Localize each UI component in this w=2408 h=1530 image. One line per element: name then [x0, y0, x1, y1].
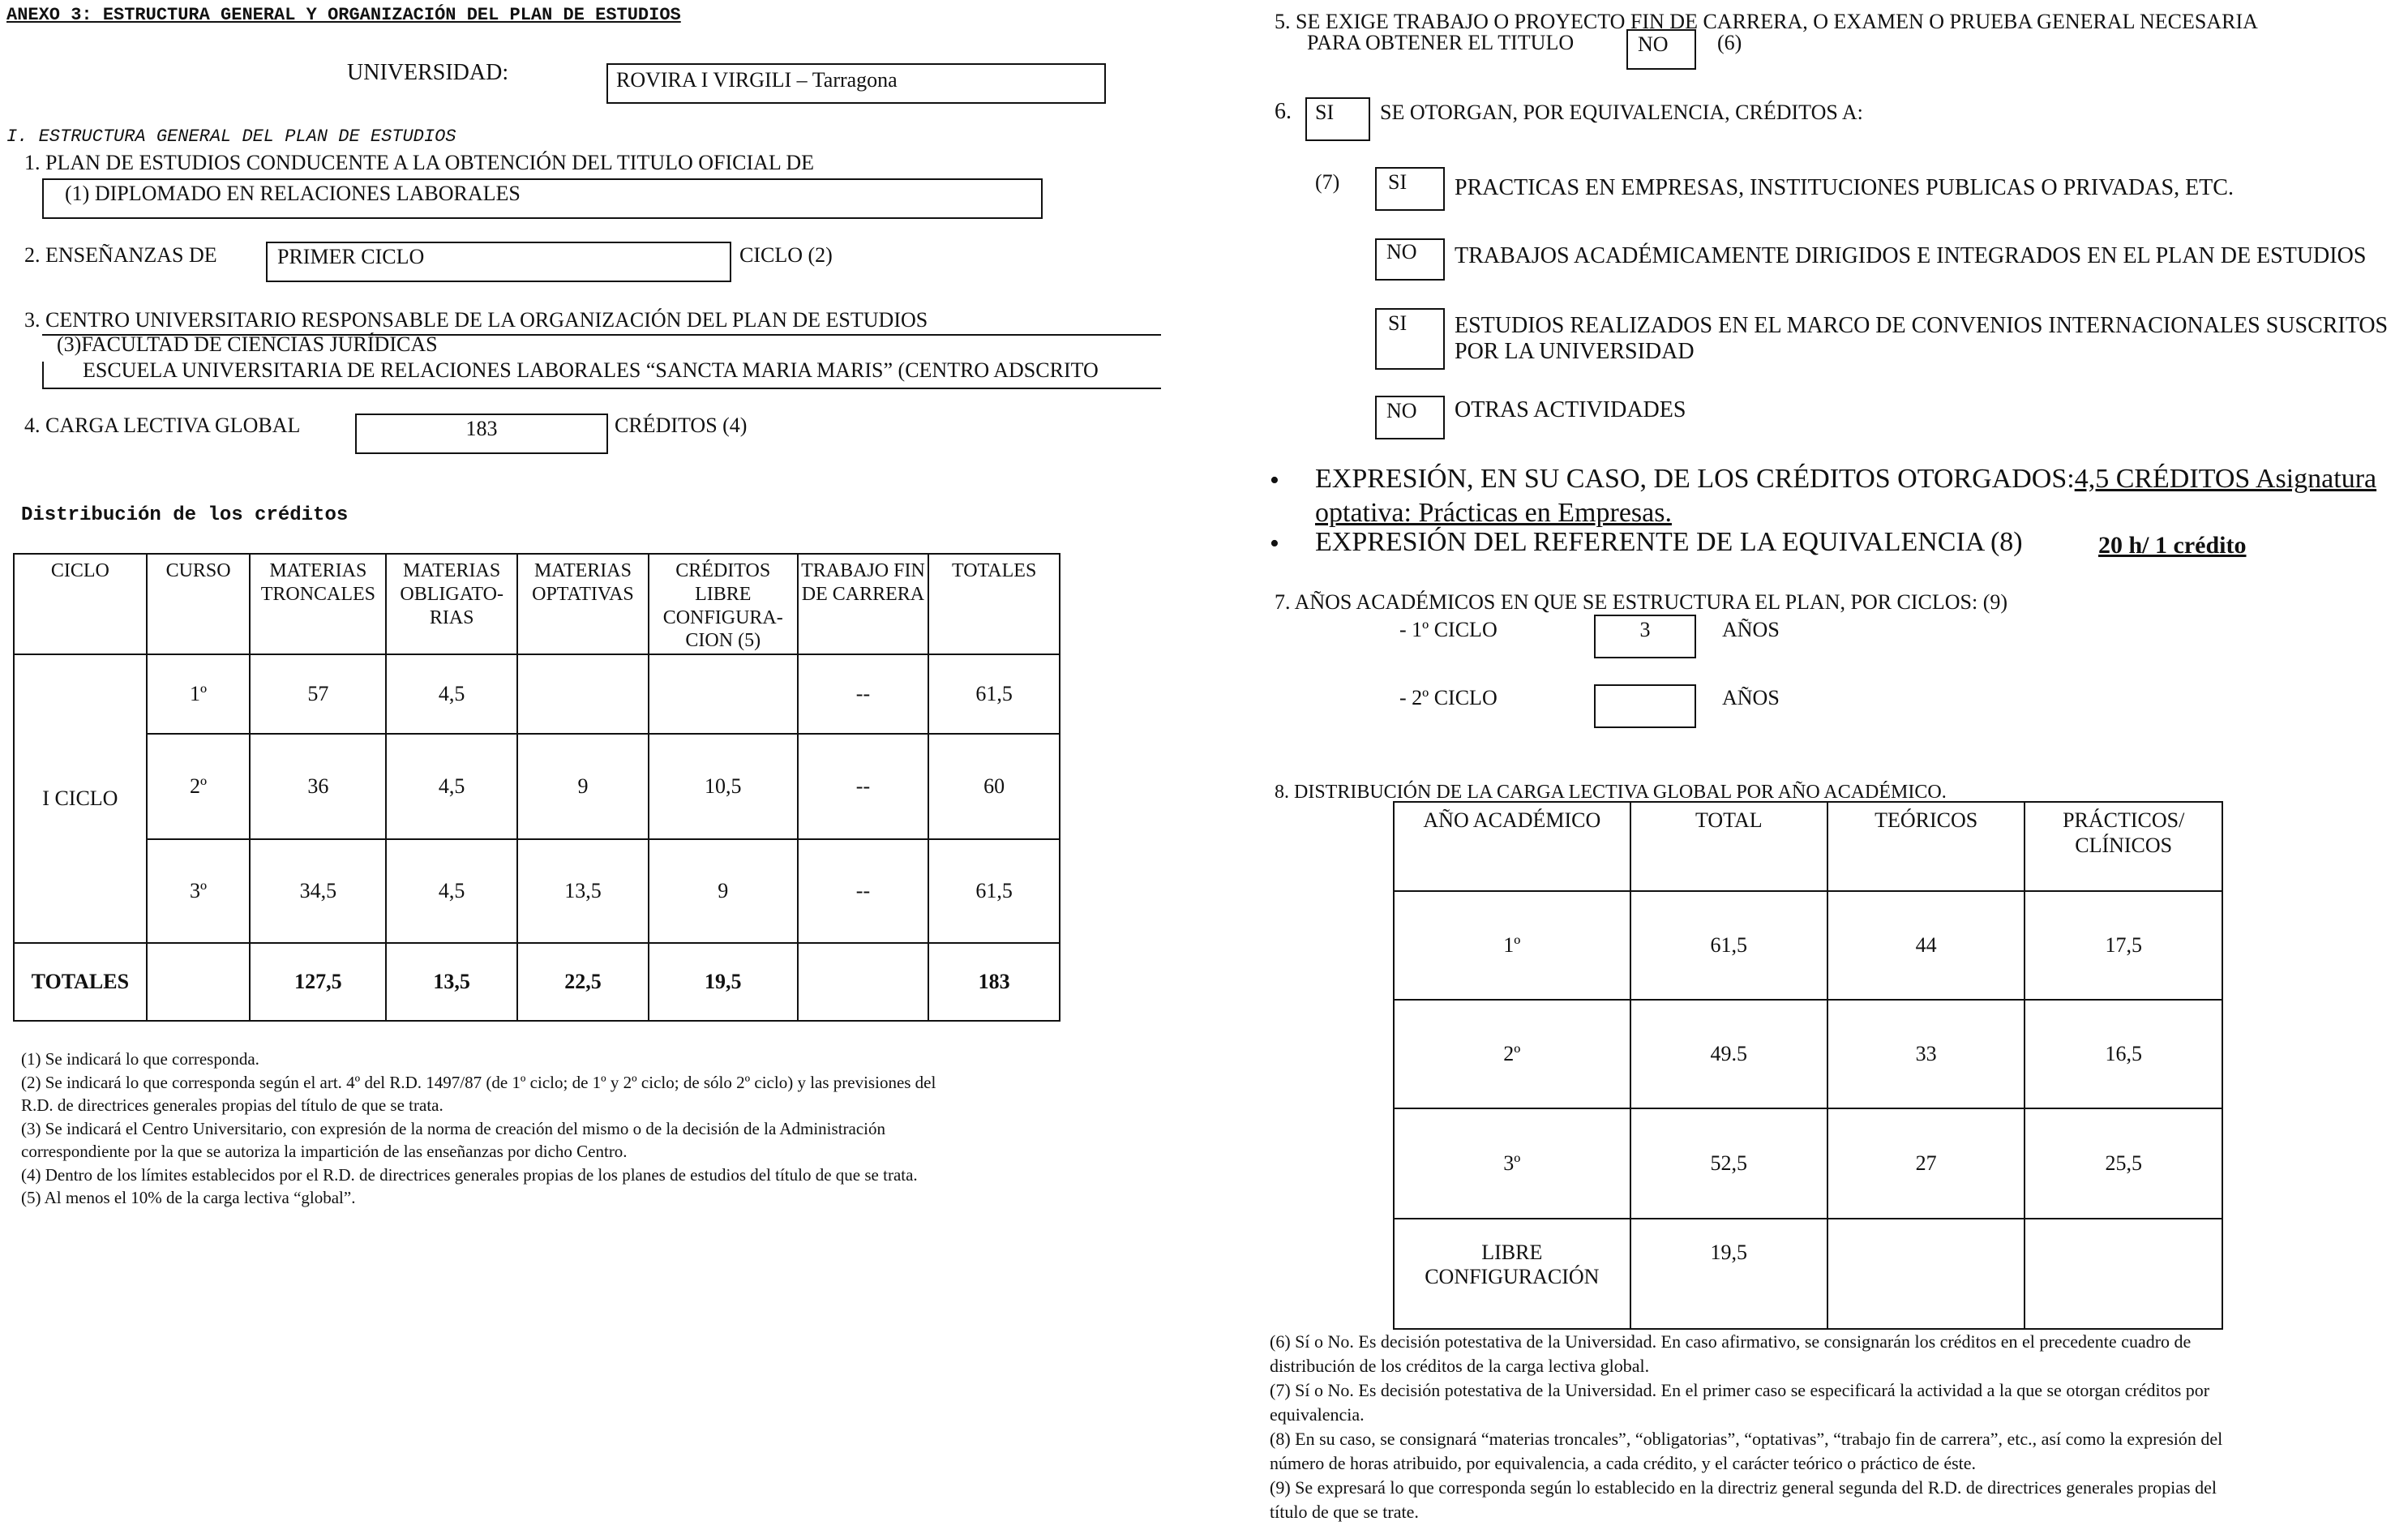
equivalencia-value: SI — [1388, 170, 1408, 194]
teoricos-cell — [1827, 1219, 2025, 1329]
carga-table-header — [1394, 802, 2222, 891]
table-row — [1394, 1108, 2222, 1219]
totales-cell: 60 — [928, 734, 1060, 839]
total-cell: 19,5 — [1630, 1219, 1827, 1329]
bullet1-value2: optativa: Prácticas en Empresas. — [1315, 498, 1672, 528]
item3-value-2: ESCUELA UNIVERSITARIA DE RELACIONES LABORALES “SANCTA MARIA MARIS” (CENTRO ADSCRITO — [83, 358, 1099, 382]
table-row — [1394, 1000, 2222, 1108]
curso-cell: 3º — [147, 839, 251, 943]
item3-label: 3. CENTRO UNIVERSITARIO RESPONSABLE DE LA ORGANIZACIÓN DEL PLAN DE ESTUDIOS — [24, 308, 928, 332]
practicos-cell: 17,5 — [2025, 891, 2222, 1000]
totales-cell: 61,5 — [928, 654, 1060, 734]
credits-table — [13, 553, 1060, 1022]
item7-label: 7. AÑOS ACADÉMICOS EN QUE SE ESTRUCTURA EL PLAN, POR CICLOS: (9) — [1275, 590, 2008, 614]
header-trabajo: TRABAJO FIN DE CARRERA — [798, 554, 929, 654]
footnote: título de que se trate. — [1270, 1502, 1419, 1522]
libre-cell — [649, 654, 798, 734]
equivalencia-box — [1375, 167, 1445, 211]
troncales-cell: 36 — [250, 734, 386, 839]
equivalencia-text: OTRAS ACTIVIDADES — [1455, 397, 1686, 422]
equivalencia-value: SI — [1388, 311, 1408, 335]
anos-label: AÑOS — [1722, 686, 1780, 709]
item6-label: 6. — [1275, 99, 1292, 124]
teoricos-cell: 44 — [1827, 891, 2025, 1000]
totals-row — [14, 943, 1060, 1021]
libre-cell: 9 — [649, 839, 798, 943]
practicos-cell: 25,5 — [2025, 1108, 2222, 1219]
item5-value: NO — [1638, 32, 1669, 56]
item4-box — [355, 414, 608, 454]
equivalencia-value: NO — [1386, 240, 1417, 264]
item7-marker: (7) — [1315, 170, 1340, 194]
obligatorias-cell: 4,5 — [386, 654, 517, 734]
troncales-cell: 34,5 — [250, 839, 386, 943]
equivalencia-text: TRABAJOS ACADÉMICAMENTE DIRIGIDOS E INTEGRADOS EN EL PLAN DE ESTUDIOS — [1455, 243, 2367, 268]
totals-trabajo — [798, 943, 929, 1021]
totals-libre: 19,5 — [649, 943, 798, 1021]
bullet-icon: • — [1270, 529, 1279, 559]
equivalencia-box — [1375, 396, 1445, 439]
footnote: (3) Se indicará el Centro Universitario, con expresión de la norma de creación del mismo o de la decisión de la Administración — [21, 1118, 885, 1138]
totales-cell: 61,5 — [928, 839, 1060, 943]
footnote: número de horas atribuido, por equivalencia, a cada crédito, y el carácter teórico o práctico de éste. — [1270, 1453, 1977, 1473]
teoricos-cell: 33 — [1827, 1000, 2025, 1108]
bullet-icon: • — [1270, 465, 1279, 495]
practicos-cell: 16,5 — [2025, 1000, 2222, 1108]
obligatorias-cell: 4,5 — [386, 839, 517, 943]
header-ciclo: CICLO — [14, 554, 147, 654]
item5-suffix: (6) — [1717, 31, 1742, 54]
totals-optativas: 22,5 — [517, 943, 649, 1021]
universidad-box — [606, 63, 1106, 104]
footnote: R.D. de directrices generales propias del título de que se trata. — [21, 1095, 443, 1115]
item8-label: 8. DISTRIBUCIÓN DE LA CARGA LECTIVA GLOBAL POR AÑO ACADÉMICO. — [1275, 782, 1947, 803]
bullet1 — [1315, 464, 2376, 495]
item2-suffix: CICLO (2) — [739, 243, 833, 267]
item2-value: PRIMER CICLO — [277, 245, 425, 268]
equivalencia-value: NO — [1386, 399, 1417, 422]
item1-box — [42, 178, 1043, 219]
header-optativas: MATERIAS OPTATIVAS — [517, 554, 649, 654]
practicos-cell — [2025, 1219, 2222, 1329]
footnote: (2) Se indicará lo que corresponda según el art. 4º del R.D. 1497/87 (de 1º ciclo; de 1º y 2º ciclo; de sólo 2º ciclo) y las previsiones del — [21, 1072, 936, 1092]
optativas-cell: 9 — [517, 734, 649, 839]
libre-cell: 10,5 — [649, 734, 798, 839]
ciclo-cell: I CICLO — [14, 654, 147, 943]
footnote: (6) Sí o No. Es decisión potestativa de la Universidad. En caso afirmativo, se consignarán los créditos en el precedente cuadro de — [1270, 1331, 2192, 1352]
table-row — [14, 654, 1060, 734]
footnote: equivalencia. — [1270, 1404, 1365, 1425]
trabajo-cell: -- — [798, 654, 929, 734]
ano-cell: 2º — [1394, 1000, 1630, 1108]
item1-label: 1. PLAN DE ESTUDIOS CONDUCENTE A LA OBTENCIÓN DEL TITULO OFICIAL DE — [24, 151, 814, 174]
item2-box — [266, 242, 731, 282]
troncales-cell: 57 — [250, 654, 386, 734]
totals-obligatorias: 13,5 — [386, 943, 517, 1021]
bullet2-value: 20 h/ 1 crédito — [2098, 532, 2247, 559]
trabajo-cell: -- — [798, 734, 929, 839]
item4-value: 183 — [465, 417, 498, 440]
equivalencia-text-2: POR LA UNIVERSIDAD — [1455, 339, 1695, 364]
ano-cell: 1º — [1394, 891, 1630, 1000]
header-total: TOTAL — [1630, 802, 1827, 891]
footnote: (8) En su caso, se consignará “materias troncales”, “obligatorias”, “optativas”, “trabajo fin de carrera”, etc., así como la expresión del — [1270, 1429, 2223, 1449]
curso-cell: 1º — [147, 654, 251, 734]
item1-value: (1) DIPLOMADO EN RELACIONES LABORALES — [65, 182, 521, 205]
total-cell: 61,5 — [1630, 891, 1827, 1000]
total-cell: 52,5 — [1630, 1108, 1827, 1219]
totals-curso — [147, 943, 251, 1021]
ciclo2-box — [1594, 684, 1696, 728]
totals-troncales: 127,5 — [250, 943, 386, 1021]
item3-bottom-line — [42, 388, 1161, 389]
bullet2-prefix: EXPRESIÓN DEL REFERENTE DE LA EQUIVALENCIA (8) — [1315, 527, 2023, 557]
right-footnotes — [1270, 1330, 2400, 1524]
header-libre: CRÉDITOS LIBRE CONFIGURA-CION (5) — [649, 554, 798, 654]
ano-cell: 3º — [1394, 1108, 1630, 1219]
ano-cell: LIBRE CONFIGURACIÓN — [1394, 1219, 1630, 1329]
credits-table-header — [14, 554, 1060, 654]
footnote: correspondiente por la que se autoriza la impartición de las enseñanzas por dicho Centro. — [21, 1142, 628, 1161]
equivalencia-text: PRACTICAS EN EMPRESAS, INSTITUCIONES PUBLICAS O PRIVADAS, ETC. — [1455, 175, 2234, 200]
ciclo2-label: - 2º CICLO — [1399, 686, 1498, 709]
item5-line1: 5. SE EXIGE TRABAJO O PROYECTO FIN DE CARRERA, O EXAMEN O PRUEBA GENERAL NECESARIA — [1275, 10, 2258, 33]
footnote: (1) Se indicará lo que corresponda. — [21, 1049, 259, 1069]
carga-table — [1393, 801, 2223, 1330]
annex-title: ANEXO 3: ESTRUCTURA GENERAL Y ORGANIZACIÓN DEL PLAN DE ESTUDIOS — [6, 5, 681, 25]
equivalencia-text: ESTUDIOS REALIZADOS EN EL MARCO DE CONVENIOS INTERNACIONALES SUSCRITOS — [1455, 313, 2389, 338]
teoricos-cell: 27 — [1827, 1108, 2025, 1219]
universidad-label: UNIVERSIDAD: — [347, 60, 509, 85]
equivalencia-box — [1375, 238, 1445, 281]
curso-cell: 2º — [147, 734, 251, 839]
optativas-cell: 13,5 — [517, 839, 649, 943]
obligatorias-cell: 4,5 — [386, 734, 517, 839]
bullet1-prefix: EXPRESIÓN, EN SU CASO, DE LOS CRÉDITOS OTORGADOS: — [1315, 464, 2075, 494]
header-ano: AÑO ACADÉMICO — [1394, 802, 1630, 891]
item4-label: 4. CARGA LECTIVA GLOBAL — [24, 414, 301, 437]
totals-totales: 183 — [928, 943, 1060, 1021]
item6-box — [1305, 97, 1370, 141]
item5-line2: PARA OBTENER EL TITULO — [1307, 31, 1575, 54]
table-row — [14, 839, 1060, 943]
bullet1-value: 4,5 CRÉDITOS Asignatura — [2074, 464, 2377, 494]
item6-value: SI — [1315, 101, 1335, 124]
footnote: (4) Dentro de los límites establecidos por el R.D. de directrices generales propias de los planes de estudios del título de que se trata. — [21, 1164, 918, 1185]
trabajo-cell: -- — [798, 839, 929, 943]
header-troncales: MATERIAS TRONCALES — [250, 554, 386, 654]
item3-value-1: (3)FACULTAD DE CIENCIAS JURÍDICAS — [57, 332, 438, 356]
left-footnotes — [21, 1048, 1124, 1210]
footnote: (7) Sí o No. Es decisión potestativa de la Universidad. En el primer caso se especificará la actividad a la que se otorgan créditos por — [1270, 1380, 2210, 1400]
header-totales: TOTALES — [928, 554, 1060, 654]
total-cell: 49.5 — [1630, 1000, 1827, 1108]
item6-text: SE OTORGAN, POR EQUIVALENCIA, CRÉDITOS A: — [1380, 101, 1863, 124]
ciclo1-box — [1594, 615, 1696, 658]
totals-label: TOTALES — [14, 943, 147, 1021]
header-curso: CURSO — [147, 554, 251, 654]
optativas-cell — [517, 654, 649, 734]
item5-box — [1626, 29, 1696, 70]
distribution-title: Distribución de los créditos — [21, 504, 349, 526]
section1-title: I. ESTRUCTURA GENERAL DEL PLAN DE ESTUDIOS — [6, 126, 456, 147]
universidad-value: ROVIRA I VIRGILI – Tarragona — [616, 68, 898, 92]
equivalencia-box — [1375, 308, 1445, 370]
header-teoricos: TEÓRICOS — [1827, 802, 2025, 891]
header-practicos: PRÁCTICOS/ CLÍNICOS — [2025, 802, 2222, 891]
footnote: (9) Se expresará lo que corresponda según lo establecido en la directriz general segunda del R.D. de directrices generales propias del — [1270, 1477, 2217, 1498]
table-row — [14, 734, 1060, 839]
footnote: (5) Al menos el 10% de la carga lectiva “global”. — [21, 1188, 356, 1207]
table-row — [1394, 1219, 2222, 1329]
ciclo1-label: - 1º CICLO — [1399, 618, 1498, 641]
header-obligatorias: MATERIAS OBLIGATO-RIAS — [386, 554, 517, 654]
footnote: distribución de los créditos de la carga lectiva global. — [1270, 1356, 1650, 1376]
table-row — [1394, 891, 2222, 1000]
anos-label: AÑOS — [1722, 618, 1780, 641]
ciclo1-value: 3 — [1639, 618, 1651, 641]
item2-label: 2. ENSEÑANZAS DE — [24, 243, 217, 267]
item4-suffix: CRÉDITOS (4) — [615, 414, 748, 437]
